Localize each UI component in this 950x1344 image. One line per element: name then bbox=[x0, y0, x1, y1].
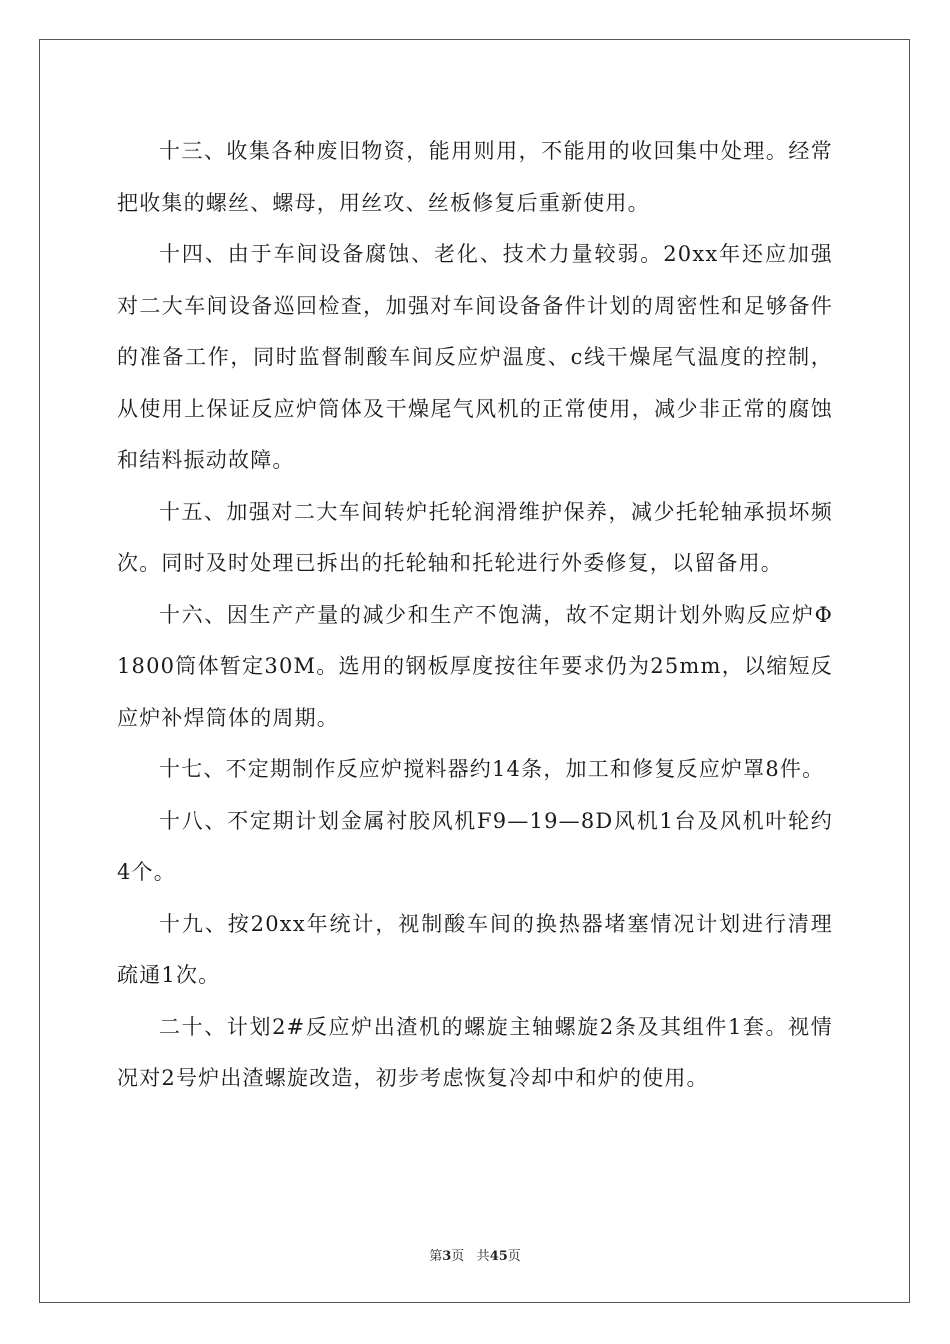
total-pages: 45 bbox=[489, 1249, 508, 1264]
document-body bbox=[117, 126, 833, 1105]
paragraph-20: 二十、计划2#反应炉出渣机的螺旋主轴螺旋2条及其组件1套。视情况对2号炉出渣螺旋改造，初步考虑恢复冷却中和炉的使用。 bbox=[117, 1014, 833, 1090]
total-unit: 页 bbox=[507, 1249, 521, 1264]
paragraph-18: 十八、不定期计划金属衬胶风机F9—19—8D风机1台及风机叶轮约4个。 bbox=[117, 808, 833, 884]
paragraph-16: 十六、因生产产量的减少和生产不饱满，故不定期计划外购反应炉Φ1800筒体暂定30M。选用的钢板厚度按往年要求仍为25mm，以缩短反应炉补焊筒体的周期。 bbox=[117, 602, 833, 730]
page-number: 3 bbox=[442, 1249, 452, 1264]
paragraph-17: 十七、不定期制作反应炉搅料器约14条，加工和修复反应炉罩8件。 bbox=[159, 757, 825, 781]
paragraph-19: 十九、按20xx年统计，视制酸车间的换热器堵塞情况计划进行清理疏通1次。 bbox=[117, 911, 833, 987]
paragraph-15: 十五、加强对二大车间转炉托轮润滑维护保养，减少托轮轴承损坏频次。同时及时处理已拆出的托轮轴和托轮进行外委修复，以留备用。 bbox=[117, 499, 833, 575]
page-prefix: 第 bbox=[429, 1249, 443, 1264]
total-prefix: 共 bbox=[476, 1249, 490, 1264]
paragraph-13: 十三、收集各种废旧物资，能用则用，不能用的收回集中处理。经常把收集的螺丝、螺母，用丝攻、丝板修复后重新使用。 bbox=[117, 139, 833, 215]
page-footer bbox=[0, 1245, 950, 1264]
page-unit: 页 bbox=[451, 1249, 465, 1264]
paragraph-14: 十四、由于车间设备腐蚀、老化、技术力量较弱。20xx年还应加强对二大车间设备巡回检查，加强对车间设备备件计划的周密性和足够备件的准备工作，同时监督制酸车间反应炉温度、c线干燥尾气温度的控制，从使用上保证反应炉筒体及干燥尾气风机的正常使用，减少非正常的腐蚀和结料振动故障。 bbox=[117, 242, 833, 472]
